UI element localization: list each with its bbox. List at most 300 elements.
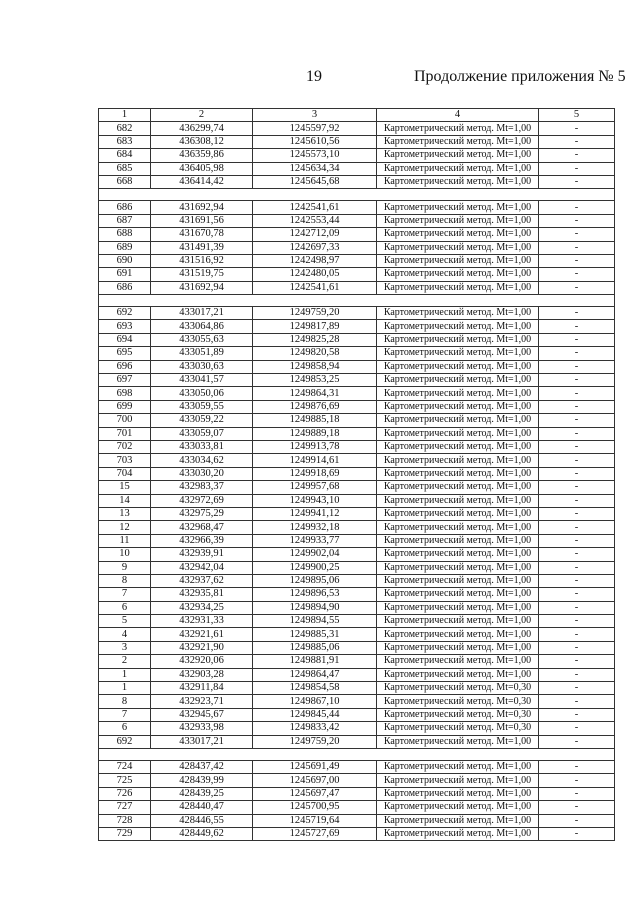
- note-cell: -: [539, 414, 615, 427]
- table-row: [99, 708, 615, 721]
- note-cell: -: [539, 827, 615, 840]
- method-cell: Картометрический метод. Mt=1,00: [377, 320, 539, 333]
- method-cell: Картометрический метод. Mt=1,00: [377, 427, 539, 440]
- method-cell: Картометрический метод. Mt=1,00: [377, 360, 539, 373]
- x-coordinate-cell: 431670,78: [151, 228, 253, 241]
- note-cell: -: [539, 695, 615, 708]
- y-coordinate-cell: 1249876,69: [253, 400, 377, 413]
- point-number-cell: 727: [99, 801, 151, 814]
- x-coordinate-cell: 432903,28: [151, 668, 253, 681]
- x-coordinate-cell: 436414,42: [151, 175, 253, 188]
- x-coordinate-cell: 428439,99: [151, 774, 253, 787]
- table-row: [99, 162, 615, 175]
- y-coordinate-cell: 1249902,04: [253, 548, 377, 561]
- table-row: [99, 827, 615, 840]
- table-row: [99, 228, 615, 241]
- note-cell: -: [539, 175, 615, 188]
- point-number-cell: 7: [99, 708, 151, 721]
- table-row: [99, 561, 615, 574]
- table-row: [99, 281, 615, 294]
- y-coordinate-cell: 1249825,28: [253, 333, 377, 346]
- method-cell: Картометрический метод. Mt=1,00: [377, 175, 539, 188]
- x-coordinate-cell: 433017,21: [151, 735, 253, 748]
- x-coordinate-cell: 433041,57: [151, 374, 253, 387]
- note-cell: -: [539, 320, 615, 333]
- method-cell: Картометрический метод. Mt=1,00: [377, 268, 539, 281]
- note-cell: -: [539, 387, 615, 400]
- y-coordinate-cell: 1245634,34: [253, 162, 377, 175]
- y-coordinate-cell: 1249913,78: [253, 440, 377, 453]
- point-number-cell: 683: [99, 135, 151, 148]
- y-coordinate-cell: 1249894,55: [253, 615, 377, 628]
- x-coordinate-cell: 432934,25: [151, 601, 253, 614]
- table-row: [99, 360, 615, 373]
- x-coordinate-cell: 432923,71: [151, 695, 253, 708]
- point-number-cell: 13: [99, 507, 151, 520]
- y-coordinate-cell: 1249885,31: [253, 628, 377, 641]
- table-row: [99, 548, 615, 561]
- method-cell: Картометрический метод. Mt=1,00: [377, 628, 539, 641]
- method-cell: Картометрический метод. Mt=1,00: [377, 494, 539, 507]
- coordinates-table-body: [99, 109, 615, 841]
- x-coordinate-cell: 432933,98: [151, 722, 253, 735]
- x-coordinate-cell: 432968,47: [151, 521, 253, 534]
- x-coordinate-cell: 436308,12: [151, 135, 253, 148]
- method-cell: Картометрический метод. Mt=1,00: [377, 735, 539, 748]
- y-coordinate-cell: 1249896,53: [253, 588, 377, 601]
- method-cell: Картометрический метод. Mt=0,30: [377, 722, 539, 735]
- x-coordinate-cell: 432966,39: [151, 534, 253, 547]
- table-row: [99, 440, 615, 453]
- x-coordinate-cell: 432937,62: [151, 574, 253, 587]
- x-coordinate-cell: 431691,56: [151, 214, 253, 227]
- method-cell: Картометрический метод. Mt=1,00: [377, 347, 539, 360]
- point-number-cell: 696: [99, 360, 151, 373]
- point-number-cell: 729: [99, 827, 151, 840]
- point-number-cell: 2: [99, 655, 151, 668]
- y-coordinate-cell: 1245573,10: [253, 149, 377, 162]
- x-coordinate-cell: 428449,62: [151, 827, 253, 840]
- note-cell: -: [539, 787, 615, 800]
- note-cell: -: [539, 241, 615, 254]
- note-cell: -: [539, 427, 615, 440]
- x-coordinate-cell: 432920,06: [151, 655, 253, 668]
- y-coordinate-cell: 1249858,94: [253, 360, 377, 373]
- table-row: [99, 494, 615, 507]
- x-coordinate-cell: 433064,86: [151, 320, 253, 333]
- x-coordinate-cell: 432983,37: [151, 481, 253, 494]
- y-coordinate-cell: 1249900,25: [253, 561, 377, 574]
- method-cell: Картометрический метод. Mt=1,00: [377, 400, 539, 413]
- note-cell: -: [539, 722, 615, 735]
- y-coordinate-cell: 1242498,97: [253, 254, 377, 267]
- table-row: [99, 347, 615, 360]
- y-coordinate-cell: 1249943,10: [253, 494, 377, 507]
- note-cell: -: [539, 400, 615, 413]
- point-number-cell: 4: [99, 628, 151, 641]
- group-separator-row: [99, 189, 615, 201]
- note-cell: -: [539, 601, 615, 614]
- y-coordinate-cell: 1249933,77: [253, 534, 377, 547]
- point-number-cell: 695: [99, 347, 151, 360]
- method-cell: Картометрический метод. Mt=1,00: [377, 668, 539, 681]
- point-number-cell: 3: [99, 641, 151, 654]
- y-coordinate-cell: 1249941,12: [253, 507, 377, 520]
- point-number-cell: 692: [99, 307, 151, 320]
- point-number-cell: 686: [99, 201, 151, 214]
- note-cell: -: [539, 454, 615, 467]
- x-coordinate-cell: 432945,67: [151, 708, 253, 721]
- note-cell: -: [539, 307, 615, 320]
- method-cell: Картометрический метод. Mt=1,00: [377, 414, 539, 427]
- group-separator-row: [99, 748, 615, 760]
- group-separator-cell: [99, 748, 615, 760]
- point-number-cell: 1: [99, 682, 151, 695]
- table-row: [99, 574, 615, 587]
- y-coordinate-cell: 1242480,05: [253, 268, 377, 281]
- point-number-cell: 692: [99, 735, 151, 748]
- point-number-cell: 1: [99, 668, 151, 681]
- method-cell: Картометрический метод. Mt=1,00: [377, 440, 539, 453]
- x-coordinate-cell: 433030,63: [151, 360, 253, 373]
- y-coordinate-cell: 1245697,47: [253, 787, 377, 800]
- y-coordinate-cell: 1242541,61: [253, 281, 377, 294]
- method-cell: Картометрический метод. Mt=1,00: [377, 281, 539, 294]
- note-cell: -: [539, 268, 615, 281]
- x-coordinate-cell: 431516,92: [151, 254, 253, 267]
- x-coordinate-cell: 432911,84: [151, 682, 253, 695]
- point-number-cell: 702: [99, 440, 151, 453]
- y-coordinate-cell: 1249885,06: [253, 641, 377, 654]
- method-cell: Картометрический метод. Mt=1,00: [377, 601, 539, 614]
- method-cell: Картометрический метод. Mt=1,00: [377, 507, 539, 520]
- note-cell: -: [539, 668, 615, 681]
- x-coordinate-cell: 428446,55: [151, 814, 253, 827]
- y-coordinate-cell: 1245597,92: [253, 122, 377, 135]
- table-row: [99, 695, 615, 708]
- y-coordinate-cell: 1249820,58: [253, 347, 377, 360]
- point-number-cell: 693: [99, 320, 151, 333]
- y-coordinate-cell: 1249854,58: [253, 682, 377, 695]
- point-number-cell: 725: [99, 774, 151, 787]
- y-coordinate-cell: 1249864,47: [253, 668, 377, 681]
- note-cell: -: [539, 228, 615, 241]
- table-row: [99, 722, 615, 735]
- table-row: [99, 374, 615, 387]
- method-cell: Картометрический метод. Mt=1,00: [377, 534, 539, 547]
- table-row: [99, 682, 615, 695]
- note-cell: -: [539, 655, 615, 668]
- y-coordinate-cell: 1245610,56: [253, 135, 377, 148]
- table-row: [99, 735, 615, 748]
- note-cell: -: [539, 548, 615, 561]
- x-coordinate-cell: 432942,04: [151, 561, 253, 574]
- method-cell: Картометрический метод. Mt=1,00: [377, 827, 539, 840]
- table-row: [99, 454, 615, 467]
- point-number-cell: 6: [99, 722, 151, 735]
- note-cell: -: [539, 254, 615, 267]
- note-cell: -: [539, 281, 615, 294]
- table-row: [99, 254, 615, 267]
- table-row: [99, 214, 615, 227]
- x-coordinate-cell: 433051,89: [151, 347, 253, 360]
- note-cell: -: [539, 162, 615, 175]
- point-number-cell: 6: [99, 601, 151, 614]
- table-row: [99, 135, 615, 148]
- table-row: [99, 534, 615, 547]
- x-coordinate-cell: 432972,69: [151, 494, 253, 507]
- table-row: [99, 122, 615, 135]
- table-row: [99, 507, 615, 520]
- method-cell: Картометрический метод. Mt=1,00: [377, 760, 539, 773]
- method-cell: Картометрический метод. Mt=1,00: [377, 521, 539, 534]
- x-coordinate-cell: 432931,33: [151, 615, 253, 628]
- x-coordinate-cell: 428440,47: [151, 801, 253, 814]
- y-coordinate-cell: 1249932,18: [253, 521, 377, 534]
- coordinates-table: [98, 108, 615, 841]
- table-row: [99, 467, 615, 480]
- method-cell: Картометрический метод. Mt=1,00: [377, 387, 539, 400]
- x-coordinate-cell: 431692,94: [151, 201, 253, 214]
- group-separator-cell: [99, 295, 615, 307]
- x-coordinate-cell: 433059,22: [151, 414, 253, 427]
- method-cell: Картометрический метод. Mt=0,30: [377, 708, 539, 721]
- point-number-cell: 699: [99, 400, 151, 413]
- y-coordinate-cell: 1249889,18: [253, 427, 377, 440]
- y-coordinate-cell: 1249867,10: [253, 695, 377, 708]
- table-row: [99, 628, 615, 641]
- note-cell: -: [539, 801, 615, 814]
- point-number-cell: 690: [99, 254, 151, 267]
- method-cell: Картометрический метод. Mt=1,00: [377, 201, 539, 214]
- y-coordinate-cell: 1245697,00: [253, 774, 377, 787]
- x-coordinate-cell: 432921,61: [151, 628, 253, 641]
- note-cell: -: [539, 149, 615, 162]
- column-header: 5: [539, 109, 615, 122]
- x-coordinate-cell: 432975,29: [151, 507, 253, 520]
- table-row: [99, 760, 615, 773]
- method-cell: Картометрический метод. Mt=1,00: [377, 641, 539, 654]
- x-coordinate-cell: 433055,63: [151, 333, 253, 346]
- x-coordinate-cell: 428437,42: [151, 760, 253, 773]
- method-cell: Картометрический метод. Mt=1,00: [377, 374, 539, 387]
- point-number-cell: 724: [99, 760, 151, 773]
- table-row: [99, 241, 615, 254]
- method-cell: Картометрический метод. Mt=1,00: [377, 228, 539, 241]
- y-coordinate-cell: 1249853,25: [253, 374, 377, 387]
- x-coordinate-cell: 433050,06: [151, 387, 253, 400]
- x-coordinate-cell: 436299,74: [151, 122, 253, 135]
- note-cell: -: [539, 467, 615, 480]
- point-number-cell: 11: [99, 534, 151, 547]
- table-row: [99, 387, 615, 400]
- y-coordinate-cell: 1249817,89: [253, 320, 377, 333]
- y-coordinate-cell: 1245719,64: [253, 814, 377, 827]
- note-cell: -: [539, 347, 615, 360]
- point-number-cell: 691: [99, 268, 151, 281]
- note-cell: -: [539, 574, 615, 587]
- note-cell: -: [539, 814, 615, 827]
- point-number-cell: 15: [99, 481, 151, 494]
- table-row: [99, 427, 615, 440]
- method-cell: Картометрический метод. Mt=1,00: [377, 561, 539, 574]
- point-number-cell: 703: [99, 454, 151, 467]
- y-coordinate-cell: 1249885,18: [253, 414, 377, 427]
- x-coordinate-cell: 433017,21: [151, 307, 253, 320]
- column-header: 2: [151, 109, 253, 122]
- table-row: [99, 641, 615, 654]
- point-number-cell: 684: [99, 149, 151, 162]
- table-row: [99, 801, 615, 814]
- note-cell: -: [539, 135, 615, 148]
- y-coordinate-cell: 1242541,61: [253, 201, 377, 214]
- method-cell: Картометрический метод. Mt=1,00: [377, 254, 539, 267]
- point-number-cell: 726: [99, 787, 151, 800]
- method-cell: Картометрический метод. Mt=1,00: [377, 149, 539, 162]
- point-number-cell: 701: [99, 427, 151, 440]
- x-coordinate-cell: 431491,39: [151, 241, 253, 254]
- note-cell: -: [539, 708, 615, 721]
- method-cell: Картометрический метод. Mt=1,00: [377, 214, 539, 227]
- method-cell: Картометрический метод. Mt=1,00: [377, 655, 539, 668]
- x-coordinate-cell: 433033,81: [151, 440, 253, 453]
- method-cell: Картометрический метод. Mt=1,00: [377, 307, 539, 320]
- y-coordinate-cell: 1249881,91: [253, 655, 377, 668]
- x-coordinate-cell: 433034,62: [151, 454, 253, 467]
- table-row: [99, 333, 615, 346]
- note-cell: -: [539, 682, 615, 695]
- method-cell: Картометрический метод. Mt=1,00: [377, 135, 539, 148]
- method-cell: Картометрический метод. Mt=0,30: [377, 682, 539, 695]
- method-cell: Картометрический метод. Mt=1,00: [377, 481, 539, 494]
- table-row: [99, 175, 615, 188]
- table-row: [99, 668, 615, 681]
- x-coordinate-cell: 431692,94: [151, 281, 253, 294]
- method-cell: Картометрический метод. Mt=1,00: [377, 454, 539, 467]
- y-coordinate-cell: 1242697,33: [253, 241, 377, 254]
- x-coordinate-cell: 431519,75: [151, 268, 253, 281]
- note-cell: -: [539, 561, 615, 574]
- note-cell: -: [539, 534, 615, 547]
- page-number: 19: [306, 68, 322, 85]
- method-cell: Картометрический метод. Mt=1,00: [377, 615, 539, 628]
- column-header: 1: [99, 109, 151, 122]
- y-coordinate-cell: 1249894,90: [253, 601, 377, 614]
- note-cell: -: [539, 774, 615, 787]
- column-header: 3: [253, 109, 377, 122]
- x-coordinate-cell: 428439,25: [151, 787, 253, 800]
- y-coordinate-cell: 1249914,61: [253, 454, 377, 467]
- method-cell: Картометрический метод. Mt=1,00: [377, 241, 539, 254]
- y-coordinate-cell: 1242712,09: [253, 228, 377, 241]
- point-number-cell: 8: [99, 695, 151, 708]
- point-number-cell: 697: [99, 374, 151, 387]
- point-number-cell: 14: [99, 494, 151, 507]
- continuation-title: Продолжение приложения № 5: [414, 68, 626, 85]
- column-header: 4: [377, 109, 539, 122]
- x-coordinate-cell: 432939,91: [151, 548, 253, 561]
- point-number-cell: 9: [99, 561, 151, 574]
- method-cell: Картометрический метод. Mt=1,00: [377, 467, 539, 480]
- method-cell: Картометрический метод. Mt=1,00: [377, 122, 539, 135]
- note-cell: -: [539, 521, 615, 534]
- method-cell: Картометрический метод. Mt=1,00: [377, 787, 539, 800]
- point-number-cell: 682: [99, 122, 151, 135]
- x-coordinate-cell: 433030,20: [151, 467, 253, 480]
- note-cell: -: [539, 628, 615, 641]
- y-coordinate-cell: 1245691,49: [253, 760, 377, 773]
- y-coordinate-cell: 1249759,20: [253, 307, 377, 320]
- y-coordinate-cell: 1249845,44: [253, 708, 377, 721]
- x-coordinate-cell: 436359,86: [151, 149, 253, 162]
- method-cell: Картометрический метод. Mt=1,00: [377, 162, 539, 175]
- method-cell: Картометрический метод. Mt=1,00: [377, 574, 539, 587]
- group-separator-row: [99, 295, 615, 307]
- x-coordinate-cell: 433059,07: [151, 427, 253, 440]
- point-number-cell: 728: [99, 814, 151, 827]
- point-number-cell: 687: [99, 214, 151, 227]
- method-cell: Картометрический метод. Mt=1,00: [377, 588, 539, 601]
- note-cell: -: [539, 615, 615, 628]
- y-coordinate-cell: 1245645,68: [253, 175, 377, 188]
- point-number-cell: 694: [99, 333, 151, 346]
- table-row: [99, 481, 615, 494]
- table-row: [99, 414, 615, 427]
- note-cell: -: [539, 214, 615, 227]
- y-coordinate-cell: 1249957,68: [253, 481, 377, 494]
- note-cell: -: [539, 735, 615, 748]
- table-row: [99, 521, 615, 534]
- group-separator-cell: [99, 189, 615, 201]
- point-number-cell: 689: [99, 241, 151, 254]
- y-coordinate-cell: 1245700,95: [253, 801, 377, 814]
- point-number-cell: 698: [99, 387, 151, 400]
- point-number-cell: 700: [99, 414, 151, 427]
- method-cell: Картометрический метод. Mt=1,00: [377, 774, 539, 787]
- x-coordinate-cell: 432935,81: [151, 588, 253, 601]
- point-number-cell: 668: [99, 175, 151, 188]
- table-row: [99, 307, 615, 320]
- table-row: [99, 814, 615, 827]
- note-cell: -: [539, 641, 615, 654]
- note-cell: -: [539, 374, 615, 387]
- note-cell: -: [539, 360, 615, 373]
- table-row: [99, 787, 615, 800]
- point-number-cell: 10: [99, 548, 151, 561]
- note-cell: -: [539, 333, 615, 346]
- table-row: [99, 201, 615, 214]
- y-coordinate-cell: 1245727,69: [253, 827, 377, 840]
- method-cell: Картометрический метод. Mt=1,00: [377, 333, 539, 346]
- y-coordinate-cell: 1249918,69: [253, 467, 377, 480]
- x-coordinate-cell: 432921,90: [151, 641, 253, 654]
- note-cell: -: [539, 122, 615, 135]
- note-cell: -: [539, 201, 615, 214]
- point-number-cell: 12: [99, 521, 151, 534]
- point-number-cell: 686: [99, 281, 151, 294]
- note-cell: -: [539, 481, 615, 494]
- point-number-cell: 7: [99, 588, 151, 601]
- y-coordinate-cell: 1249895,06: [253, 574, 377, 587]
- point-number-cell: 688: [99, 228, 151, 241]
- method-cell: Картометрический метод. Mt=1,00: [377, 801, 539, 814]
- x-coordinate-cell: 436405,98: [151, 162, 253, 175]
- table-row: [99, 615, 615, 628]
- point-number-cell: 8: [99, 574, 151, 587]
- table-row: [99, 149, 615, 162]
- method-cell: Картометрический метод. Mt=1,00: [377, 814, 539, 827]
- table-row: [99, 400, 615, 413]
